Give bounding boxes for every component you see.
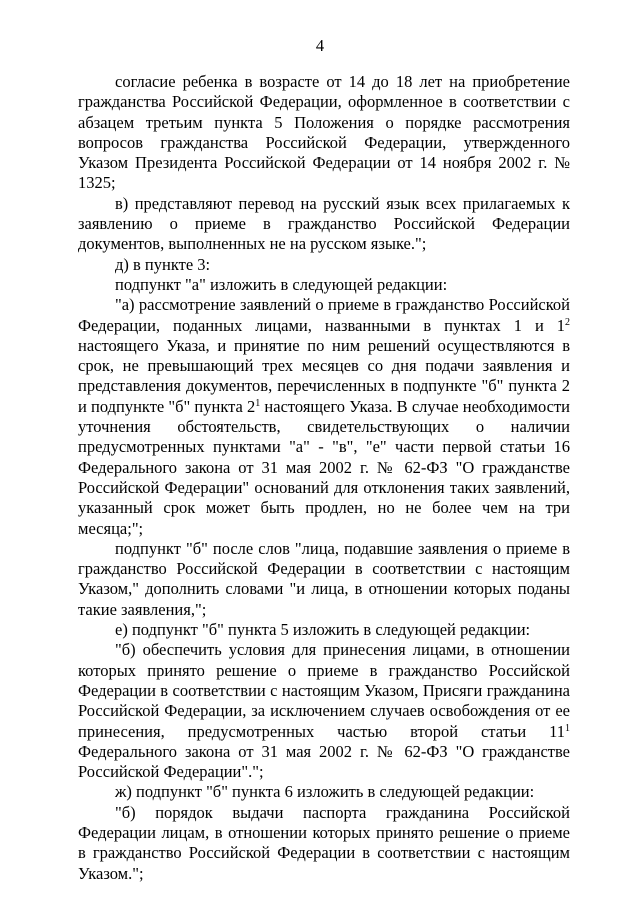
text-segment: "б) порядок выдачи паспорта гражданина Российской Федерации лицам, в отношении которых принято решение о приеме в гражданство Российской Федерации в соответствии с настоящим Указом.";	[78, 802, 570, 883]
text-segment: подпункт "а" изложить в следующей редакции:	[115, 274, 448, 294]
paragraph	[78, 803, 570, 884]
paragraph	[78, 275, 570, 295]
text-segment: Федерального закона от 31 мая 2002 г. № 62-ФЗ "О гражданстве Российской Федерации".";	[78, 741, 570, 782]
paragraph	[78, 72, 570, 194]
paragraph	[78, 194, 570, 255]
paragraph	[78, 255, 570, 275]
text-segment: "а) рассмотрение заявлений о приеме в гражданство Российской Федерации, поданных лицами, названными в пунктах 1 и 1	[78, 295, 570, 335]
paragraph	[78, 295, 570, 539]
paragraph	[78, 620, 570, 640]
text-segment: подпункт "б" после слов "лица, подавшие заявления о приеме в гражданство Российской Федерации в соответствии с настоящим Указом," дополнить словами "и лица, в отношении которых поданы такие заявления,";	[78, 538, 570, 619]
paragraph	[78, 539, 570, 620]
text-segment: е) подпункт "б" пункта 5 изложить в следующей редакции:	[115, 620, 531, 640]
text-segment: ж) подпункт "б" пункта 6 изложить в следующей редакции:	[115, 782, 535, 802]
document-body	[78, 72, 570, 884]
text-segment: "б) обеспечить условия для принесения лицами, в отношении которых принято решение о приеме в гражданство Российской Федерации в соответствии с настоящим Указом, Присяги гражданина Российской Федерации, за исключением случаев освобождения от ее принесения, предусмотренных частью второй статьи 11	[78, 640, 570, 741]
text-segment: настоящего Указа, и принятие по ним решений осуществляются в срок, не превышающий трех месяцев со дня подачи заявления и представления документов, перечисленных в подпункте "б" пункта 2 и подпункте "б" пункта 2	[78, 335, 570, 416]
paragraph	[78, 782, 570, 802]
superscript: 2	[565, 316, 570, 328]
text-segment: в) представляют перевод на русский язык всех прилагаемых к заявлению о приеме в гражданство Российской Федерации документов, выполненных не на русском языке.";	[78, 193, 570, 254]
text-segment: согласие ребенка в возрасте от 14 до 18 лет на приобретение гражданства Российской Федерации, оформленное в соответствии с абзацем третьим пункта 5 Положения о порядке рассмотрения вопросов гражданства Российской Федерации, утвержденного Указом Президента Российской Федерации от 14 ноября 2002 г. № 1325;	[78, 72, 570, 193]
text-segment: настоящего Указа. В случае необходимости уточнения обстоятельств, свидетельствующих о наличии предусмотренных пунктами "а" - "в", "е" части первой статьи 16 Федерального закона от 31 мая 2002 г. № 62-ФЗ "О гражданстве Российской Федерации" оснований для отклонения таких заявлений, указанный срок может быть продлен, но не более чем на три месяца;";	[78, 396, 570, 538]
superscript: 1	[565, 722, 570, 734]
paragraph	[78, 640, 570, 782]
text-segment: д) в пункте 3:	[115, 254, 211, 274]
superscript: 1	[255, 397, 261, 409]
page-number: 4	[315, 36, 325, 55]
